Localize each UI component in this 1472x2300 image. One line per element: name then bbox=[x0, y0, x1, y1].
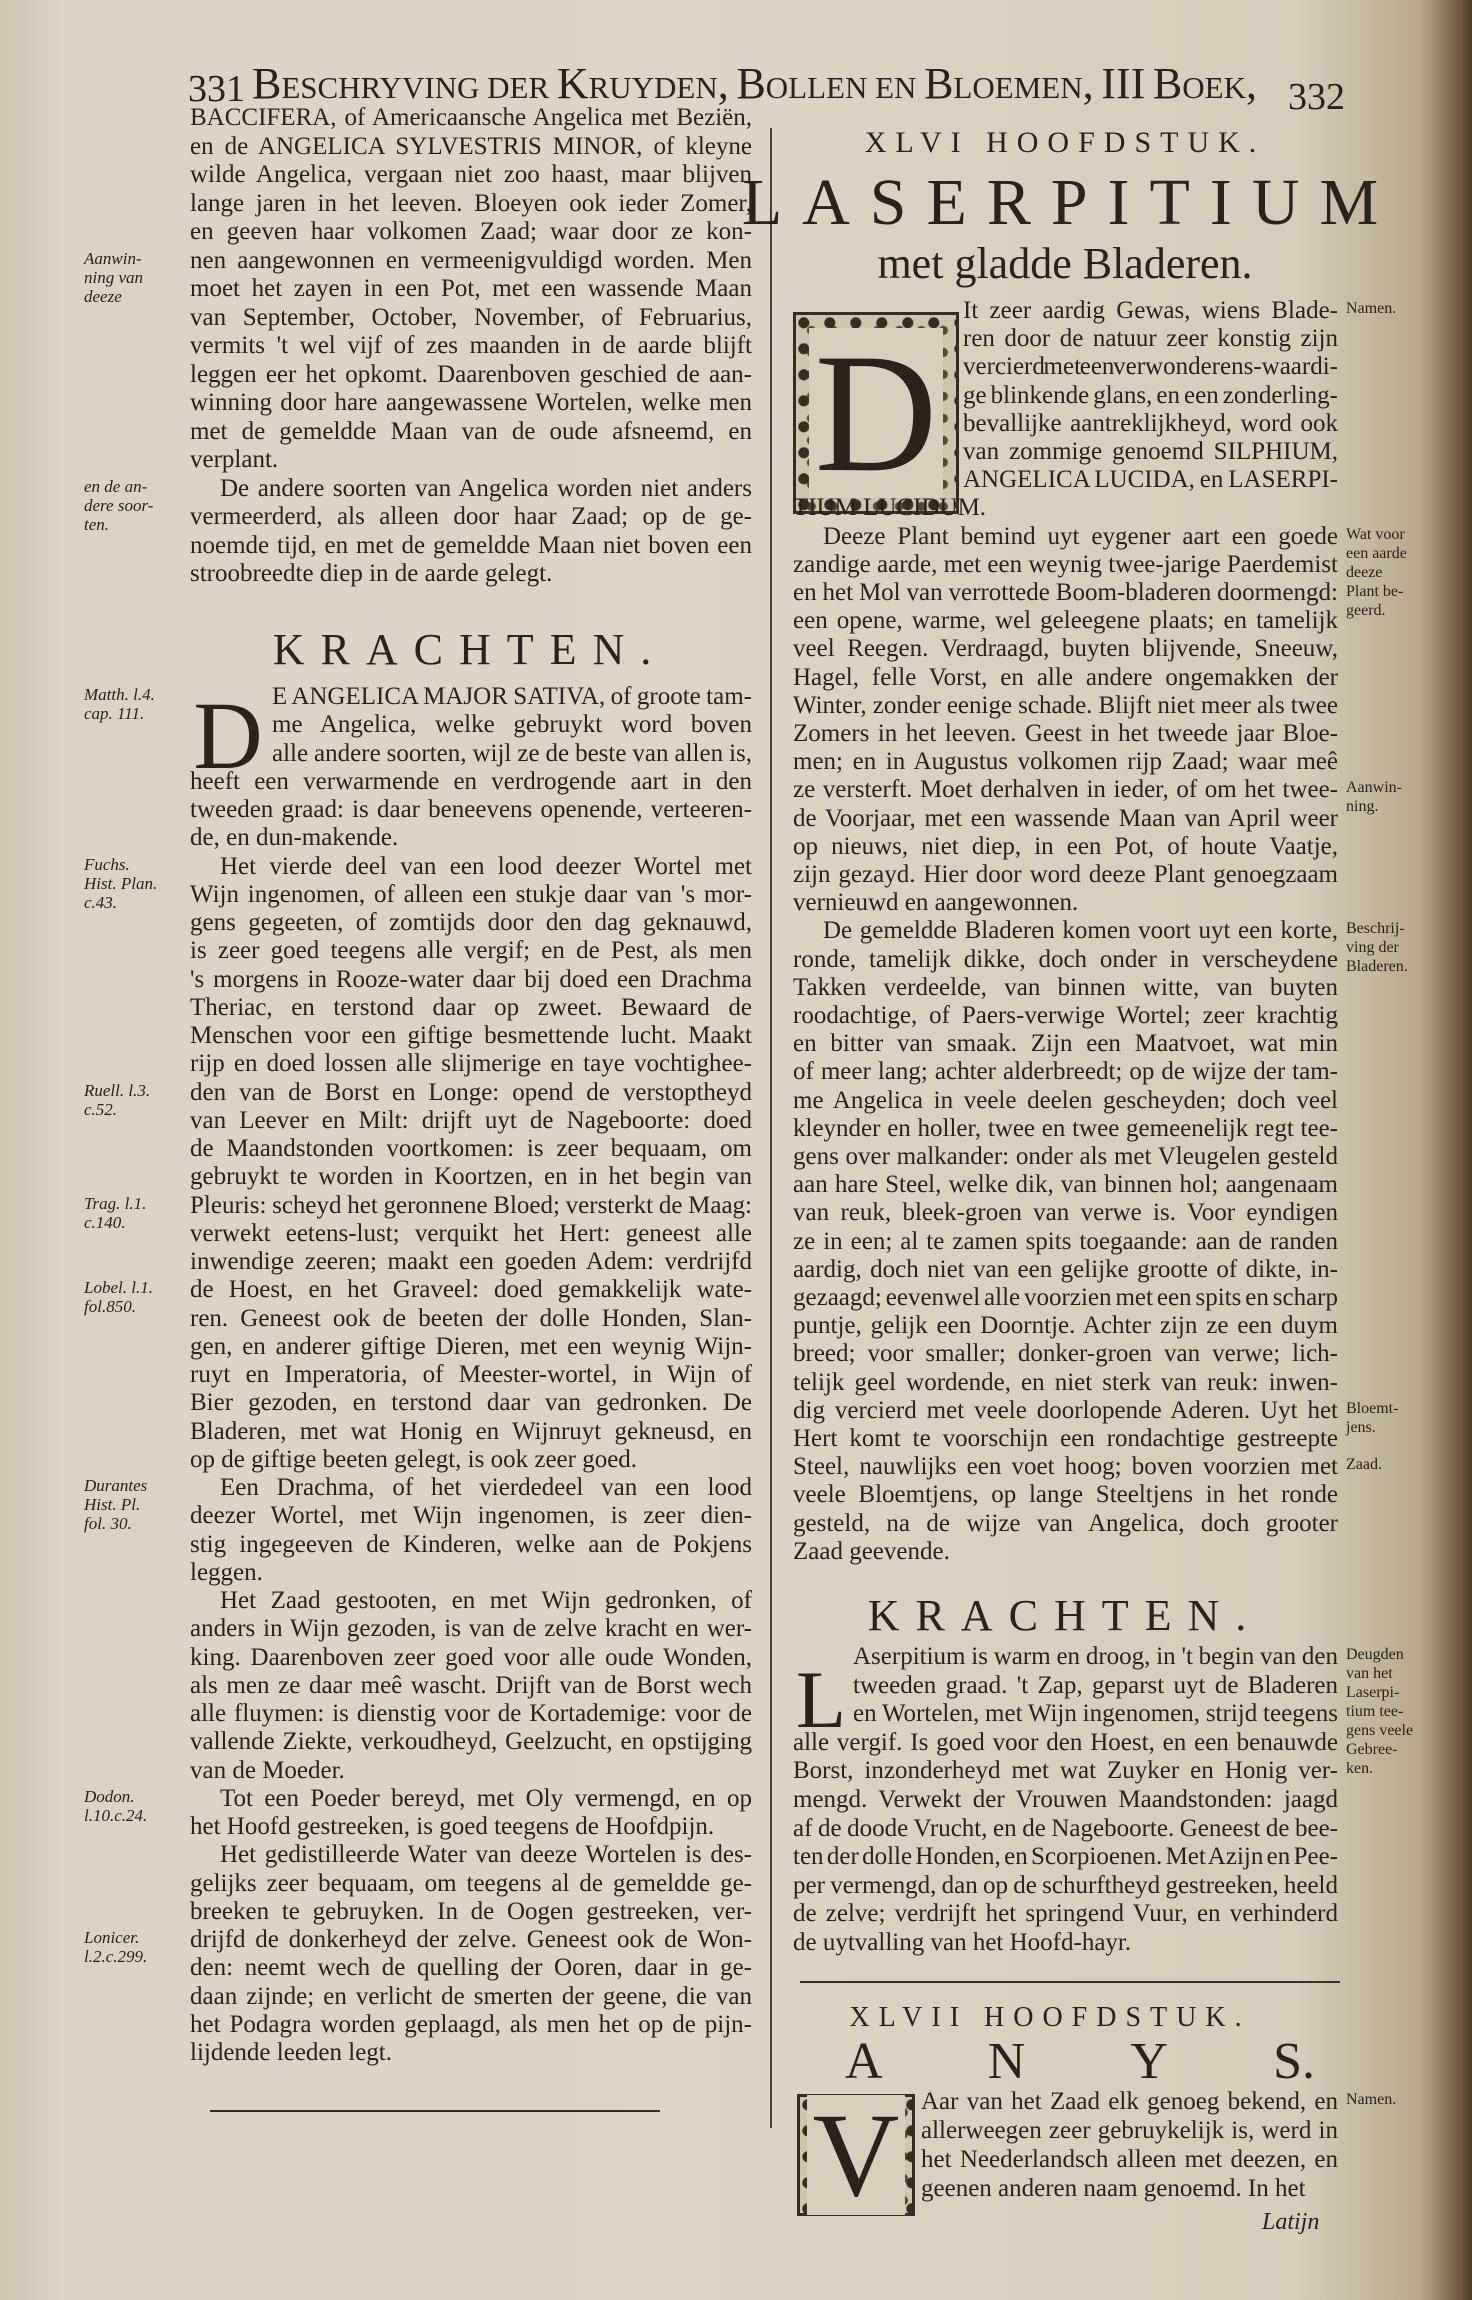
text-line: af de doode Vrucht, en de Nageboorte. Geneest de bee- bbox=[793, 1814, 1338, 1842]
text-line: inwendige zeeren; maakt een goeden Adem: verdrijfd bbox=[190, 1248, 752, 1275]
margin-note-line: deeze bbox=[1346, 563, 1383, 581]
text-line: en het Mol van verrottede Boom-bladeren doormengd: bbox=[793, 579, 1338, 606]
text-line: moet het zayen in een Pot, met een wassende Maan bbox=[190, 275, 752, 302]
text-line: den: neemt wech de quelling der Ooren, daar in ge- bbox=[190, 1954, 752, 1982]
text-line: me Angelica in veele deelen gescheyden; doch veel bbox=[793, 1086, 1338, 1114]
text-line: ruyt en Imperatoria, of Meester-wortel, in Wijn of bbox=[190, 1361, 752, 1388]
text-line: Aserpitium is warm en droog, in 't begin van den bbox=[853, 1643, 1338, 1670]
text-line: leggen eer het opkomt. Daarenboven geschied de aan- bbox=[190, 360, 752, 388]
text-line: verwekt eetens-lust; verquikt het Hert: geneest alle bbox=[190, 1219, 752, 1247]
margin-note-line: Ruell. l.3. bbox=[84, 1080, 151, 1100]
text-line: verplant. bbox=[190, 446, 279, 473]
text-line: Het gedistilleerde Water van deeze Wortelen is des- bbox=[220, 1841, 752, 1869]
chapter-heading-47: XLVII HOOFDSTUK. bbox=[849, 2002, 1251, 2033]
text-line: Bier gezoden, en terstond daar van gedronken. De bbox=[190, 1389, 752, 1417]
title-letter: A bbox=[845, 2033, 883, 2090]
text-line: Wijn ingenomen, of alleen een stukje daar van 's mor- bbox=[190, 880, 752, 908]
margin-note bbox=[84, 1278, 153, 1316]
margin-note-line: een aarde bbox=[1346, 544, 1407, 562]
text-line: gezaagd; eevenwel alle voorzien met een spits en scharp bbox=[793, 1284, 1338, 1311]
column-divider bbox=[770, 128, 772, 2128]
margin-note-line: van het bbox=[1346, 1665, 1393, 1682]
text-line: lijdende leeden legt. bbox=[190, 2039, 393, 2066]
text-line: en geeven haar volkomen Zaad; waar door ze kon- bbox=[190, 218, 752, 245]
text-line: telijk geel wordende, en niet sterk van reuk: inwen- bbox=[793, 1368, 1338, 1396]
text-line: Hert komt te voorschijn een rondachtige gestreepte bbox=[793, 1425, 1338, 1452]
margin-note-line: Trag. l.1. bbox=[84, 1193, 147, 1213]
text-line: bevallijke aantreklijkheyd, word ook bbox=[963, 409, 1338, 437]
text-line: veel Reegen. Verdraagd, buyten blijvende, Sneeuw, bbox=[793, 635, 1338, 663]
page-number-right: 332 bbox=[1288, 76, 1345, 118]
text-line: Het Zaad gestooten, en met Wijn gedronken, of bbox=[220, 1587, 752, 1614]
text-line: op nieuws, niet diep, in een Pot, of houte Vaatje, bbox=[793, 832, 1338, 860]
margin-note-line: Wat voor bbox=[1346, 525, 1405, 543]
title-letter: N bbox=[987, 2033, 1026, 2090]
title-letter: S. bbox=[1273, 2033, 1315, 2090]
text-line: nen aangewonnen en vermeenigvuldigd worden. Men bbox=[190, 246, 752, 274]
text-line: Een Drachma, of het vierdedeel van een lood bbox=[220, 1474, 752, 1501]
text-line: dig vercierd met veele doorlopende Aderen. Uyt het bbox=[793, 1396, 1338, 1424]
text-line: Deeze Plant bemind uyt eygener aart een goede bbox=[823, 522, 1338, 550]
text-line: van reuk, bleek-groen van verwe is. Voor eyndigen bbox=[793, 1199, 1338, 1227]
margin-note-line: l.10.c.24. bbox=[84, 1805, 148, 1825]
text-line: vercierd met een verwonderens-waardi- bbox=[963, 353, 1338, 381]
text-line: gens over malkander: onder als met Vleugelen gesteld bbox=[793, 1143, 1338, 1170]
title-letter: Y bbox=[1130, 2033, 1168, 2090]
chapter-subtitle: met gladde Bladeren. bbox=[877, 239, 1253, 288]
text-line: het Podagra worden geplaagd, als men het op de pijn- bbox=[190, 2010, 752, 2038]
section-rule bbox=[210, 2110, 660, 2112]
text-line: van zommige genoemd SILPHIUM, bbox=[963, 438, 1338, 465]
text-line: het Neederlandsch alleen met deezen, en bbox=[921, 2146, 1338, 2173]
text-line: Theriac, en terstond daar op zweet. Bewaard de bbox=[190, 993, 752, 1021]
margin-note-line: fol. 30. bbox=[84, 1514, 132, 1533]
text-line: de, en dun-makende. bbox=[190, 824, 399, 852]
text-line: daan zijnde; en verlicht de smerten der geene, die van bbox=[190, 1982, 752, 2010]
text-line: puntje, gelijk een Doorntje. Achter zijn ze een duym bbox=[793, 1312, 1338, 1340]
text-line: het Hoofd gestreeken, is goed teegens de Hoofdpijn. bbox=[190, 1813, 715, 1840]
margin-note-line: cap. 111. bbox=[84, 704, 145, 723]
text-line: Hagel, felle Vorst, en alle andere ongemakken der bbox=[793, 663, 1338, 691]
text-line: De andere soorten van Angelica worden niet anders bbox=[220, 474, 752, 502]
margin-note-line: Durantes bbox=[84, 1476, 148, 1495]
margin-note bbox=[1346, 919, 1408, 976]
text-line: heeft een verwarmende en verdrogende aart in den bbox=[190, 767, 752, 795]
text-line: van de Moeder. bbox=[190, 1756, 345, 1784]
margin-note-line: Plant be- bbox=[1346, 582, 1404, 600]
margin-note-line: dere soor- bbox=[84, 495, 154, 515]
text-line: vernieuwd en aangewonnen. bbox=[793, 889, 1079, 917]
margin-note-line: Dodon. bbox=[84, 1786, 135, 1806]
text-line: gens gegeeten, of zomtijds door den dag geknauwd, bbox=[190, 909, 752, 936]
margin-note-line: Namen. bbox=[1346, 300, 1397, 317]
margin-note-line: Aanwin- bbox=[84, 248, 142, 268]
text-line: den van de Borst en Longe: opend de verstoptheyd bbox=[190, 1078, 752, 1106]
margin-note-line: ning van bbox=[84, 267, 144, 287]
text-line: een opene, warme, wel geleegene plaats; en tamelijk bbox=[793, 607, 1338, 635]
margin-note-line: l.2.c.299. bbox=[84, 1947, 148, 1966]
text-line: Zomers in het leeven. Geest in het tweede jaar Bloe- bbox=[793, 720, 1338, 747]
margin-note-line: gens veele bbox=[1346, 1722, 1414, 1739]
text-line: king. Daarenboven zeer goed voor alle oude Wonden, bbox=[190, 1643, 752, 1671]
margin-note-line: Hist. Pl. bbox=[84, 1495, 141, 1514]
text-line: Borst, inzonderheyd met wat Zuyker en Honig ver- bbox=[793, 1757, 1338, 1785]
text-line: gesteld, na de wijze van Angelica, doch grooter bbox=[793, 1509, 1338, 1537]
margin-note-line: c.43. bbox=[84, 892, 118, 912]
margin-note-line: c.52. bbox=[84, 1099, 118, 1119]
margin-note bbox=[84, 1787, 147, 1825]
margin-note-line: fol.850. bbox=[84, 1297, 136, 1317]
margin-note-line: Fuchs. bbox=[84, 854, 130, 874]
chapter-heading-46: XLVI HOOFDSTUK. bbox=[864, 126, 1266, 159]
text-line: vermits 't wel vijf of zes maanden in de aarde blijft bbox=[190, 332, 752, 359]
text-line: Takken verdeelde, van binnen witte, van buyten bbox=[793, 973, 1338, 1001]
margin-note-line: ning. bbox=[1346, 798, 1379, 816]
text-line: de Voorjaar, met een wassende Maan van April weer bbox=[793, 804, 1338, 832]
text-line: aardig, doch niet van een gelijke grootte of dikte, in- bbox=[793, 1255, 1338, 1283]
text-line: met de gemeldde Maan van de oude afsneemd, en bbox=[190, 417, 752, 445]
text-line: winning door hare aangewassene Wortelen, welke men bbox=[190, 389, 752, 416]
margin-note-line: ving der bbox=[1346, 939, 1399, 957]
margin-note-line: Lonicer. bbox=[84, 1928, 140, 1947]
text-line: de Maandstonden voortkomen: is zeer bequaam, om bbox=[190, 1135, 752, 1162]
drop-cap-d: D bbox=[193, 682, 263, 789]
margin-note-line: Bladeren. bbox=[1346, 958, 1408, 976]
chapter-title-laserpitium: LASERPITIUM bbox=[741, 166, 1399, 239]
margin-note bbox=[1346, 2090, 1396, 2109]
text-line: me Angelica, welke gebruykt word boven bbox=[272, 711, 752, 739]
text-line: tweeden graad. 't Zap, geparst uyt de Bladeren bbox=[853, 1671, 1338, 1699]
margin-note bbox=[84, 1476, 147, 1533]
ornate-drop-cap-d bbox=[793, 312, 959, 514]
ornate-drop-cap-v bbox=[797, 2088, 915, 2221]
catchword: Latijn bbox=[1262, 2209, 1320, 2235]
margin-note-line: geerd. bbox=[1346, 601, 1386, 619]
text-line: geenen anderen naam genoemd. In het bbox=[921, 2175, 1306, 2202]
text-line: van Leever en Milt: drijft uyt de Nageboorte: doed bbox=[190, 1106, 752, 1134]
text-line: zandige aarde, met een weynig twee-jarige Paerdemist bbox=[793, 550, 1338, 578]
text-line: gebruykt te worden in Koortzen, en in het begin van bbox=[190, 1163, 752, 1191]
text-line: ronde, tamelijk dikke, doch onder in verscheydene bbox=[793, 945, 1338, 973]
text-line: E ANGELICA MAJOR SATIVA, of groote tam- bbox=[272, 683, 752, 710]
text-line: en bitter van smaak. Zijn een Maatvoet, wat min bbox=[793, 1030, 1338, 1058]
text-line: roodachtige, of Paers-verwige Wortel; zeer krachtig bbox=[793, 1002, 1338, 1029]
margin-note-line: Deugden bbox=[1346, 1646, 1404, 1663]
margin-note bbox=[84, 477, 153, 534]
krachten-heading-left: KRACHTEN. bbox=[272, 625, 668, 674]
margin-note-line: Laserpi- bbox=[1346, 1684, 1400, 1701]
margin-note-line: en de an- bbox=[84, 476, 148, 496]
text-line: breeken te gebruyken. In de Oogen gestreeken, ver- bbox=[190, 1897, 752, 1925]
text-line: stig ingegeeven de Kinderen, welke aan de Pokjens bbox=[190, 1530, 752, 1558]
margin-note bbox=[1346, 525, 1407, 620]
text-line: Winter, zonder eenige schade. Blijft niet meer als twee bbox=[793, 691, 1338, 719]
text-line: op de giftige beeten gelegt, is ook zeer goed. bbox=[190, 1445, 638, 1473]
margin-note-line: Beschrij- bbox=[1346, 920, 1405, 938]
text-line: zijn gezayd. Hier door word deeze Plant genoegzaam bbox=[793, 861, 1338, 888]
text-line: de Hoest, en het Graveel: doed gemakkelijk wate- bbox=[190, 1276, 752, 1304]
margin-note-line: Lobel. l.1. bbox=[84, 1278, 153, 1298]
text-line: Het vierde deel van een lood deezer Wortel met bbox=[220, 852, 752, 880]
text-line: is zeer goed teegens alle vergif; en de Pest, als men bbox=[190, 937, 752, 965]
margin-note-line: c.140. bbox=[84, 1212, 126, 1232]
text-line: alle andere soorten, wijl ze de beste van allen is, bbox=[272, 739, 752, 767]
text-line: per vermengd, dan op de schurftheyd gestreeken, heeld bbox=[793, 1871, 1338, 1899]
margin-note bbox=[1346, 1399, 1398, 1437]
text-line: vallende Ziekte, verkoudheyd, Geelzucht, en opstijging bbox=[190, 1728, 752, 1756]
text-line: ge blinkende glans, en een zonderling- bbox=[963, 381, 1338, 409]
text-line: Tot een Poeder bereyd, met Oly vermengd, en op bbox=[220, 1784, 752, 1812]
text-line: breed; voor smaller; donker-groen van verwe; lich- bbox=[793, 1340, 1338, 1368]
text-line: leggen. bbox=[190, 1558, 263, 1586]
text-line: de uytvalling van het Hoofd-hayr. bbox=[793, 1929, 1132, 1956]
text-line: vermeerderd, als alleen door haar Zaad; op de ge- bbox=[190, 503, 752, 530]
text-line: ze in een; al te zamen spits toegaande: aan de randen bbox=[793, 1227, 1338, 1255]
margin-note-line: tium tee- bbox=[1346, 1703, 1404, 1720]
text-line: deezer Wortel, met Wijn ingenomen, is zeer dien- bbox=[190, 1502, 752, 1530]
text-line: van September, October, November, of Februarius, bbox=[190, 303, 752, 331]
margin-note-line: Matth. l.4. bbox=[84, 685, 155, 704]
text-line: mengd. Verwekt der Vrouwen Maandstonden: jaagd bbox=[793, 1786, 1338, 1813]
drop-cap-letter: V bbox=[807, 2095, 906, 2215]
text-line: stroobreedte diep in de aarde gelegt. bbox=[190, 560, 553, 587]
margin-note-line: jens. bbox=[1346, 1418, 1376, 1436]
text-line: It zeer aardig Gewas, wiens Blade- bbox=[963, 297, 1338, 324]
text-line: of meer lang; achter alderbreedt; op de wijze der tam- bbox=[793, 1058, 1338, 1086]
margin-note bbox=[84, 685, 155, 723]
text-line: Zaad geevende. bbox=[793, 1537, 950, 1565]
drop-cap-letter: D bbox=[809, 328, 944, 498]
text-line: Steel, nauwlijks een voet hoog; boven voorzien met bbox=[793, 1453, 1338, 1481]
text-line: BACCIFERA, of Americaansche Angelica met Beziën, bbox=[190, 104, 752, 131]
running-title: Beschryving der Kruyden, Bollen en Bloemen, III Boek, bbox=[252, 59, 1257, 108]
margin-note bbox=[1346, 299, 1396, 318]
text-line: en de ANGELICA SYLVESTRIS MINOR, of kleyne bbox=[190, 132, 752, 160]
text-line: alle vergif. Is goed voor den Hoest, en een benauwde bbox=[793, 1728, 1338, 1756]
text-line: drijfd de donkerheyd der zelve. Geneest ook de Won- bbox=[190, 1926, 752, 1953]
text-line: Aar van het Zaad elk genoeg bekend, en bbox=[921, 2088, 1338, 2115]
text-line: TIUM LUCIDUM. bbox=[793, 494, 987, 522]
text-line: allerweegen zeer gebruykelijk is, werd in bbox=[921, 2117, 1338, 2144]
text-line: Bladeren, met wat Honig en Wijnruyt gekneusd, en bbox=[190, 1417, 752, 1445]
page-number-left: 331 bbox=[188, 68, 245, 110]
text-line: noemde tijd, en met de gemeldde Maan niet boven een bbox=[190, 531, 752, 559]
text-line: veele Bloemtjens, op lange Steeltjens in het ronde bbox=[793, 1481, 1338, 1509]
margin-note-line: deeze bbox=[84, 286, 122, 306]
margin-note bbox=[84, 249, 143, 306]
text-line: aan hare Steel, welke dik, van binnen hol; aangenaam bbox=[793, 1171, 1338, 1199]
margin-note-line: ten. bbox=[84, 514, 110, 534]
text-line: lange jaren in het leeven. Bloeyen ook ieder Zomer, bbox=[190, 189, 752, 217]
text-line: alle fluymen: is dienstig voor de Kortademige: voor de bbox=[190, 1700, 752, 1727]
krachten-heading-right: KRACHTEN. bbox=[867, 1591, 1263, 1640]
margin-note-line: Gebree- bbox=[1346, 1741, 1398, 1758]
text-line: en Wortelen, met Wijn ingenomen, strijd teegens bbox=[853, 1700, 1338, 1728]
margin-note bbox=[1346, 1645, 1413, 1778]
drop-cap-l: L bbox=[795, 1654, 847, 1745]
text-line: als men ze daar meê wascht. Drijft van de Borst wech bbox=[190, 1671, 752, 1699]
text-line: ze versterft. Moet derhalven in ieder, of om het twee- bbox=[793, 776, 1338, 804]
text-line: ANGELICA LUCIDA, en LASERPI- bbox=[963, 466, 1338, 494]
margin-note-line: Hist. Plan. bbox=[84, 873, 158, 893]
text-line: wilde Angelica, vergaan niet zoo haast, maar blijven bbox=[190, 161, 752, 188]
margin-note-line: ken. bbox=[1346, 1760, 1374, 1777]
margin-note bbox=[1346, 1455, 1382, 1474]
text-line: De gemeldde Bladeren komen voort uyt een korte, bbox=[823, 917, 1338, 945]
text-line: kleynder en holler, twee en twee gemeenelijk regt tee- bbox=[793, 1114, 1338, 1142]
text-line: ren door de natuur zeer konstig zijn bbox=[963, 325, 1338, 353]
text-line: de zelve; verdrijft het springend Vuur, en verhinderd bbox=[793, 1900, 1338, 1928]
margin-note-line: Bloemt- bbox=[1346, 1399, 1399, 1417]
text-line: Pleuris: scheyd het geronnene Bloed; versterkt de Maag: bbox=[190, 1191, 752, 1219]
text-line: gelijks zeer bequaam, om teegens al de gemeldde ge- bbox=[190, 1869, 752, 1897]
text-line: men; en in Augustus volkomen rijp Zaad; waar meê bbox=[793, 748, 1338, 776]
section-rule bbox=[800, 1981, 1340, 1983]
margin-note-line: Aanwin- bbox=[1346, 779, 1402, 797]
margin-note-line: Namen. bbox=[1346, 2091, 1397, 2108]
text-line: ten der dolle Honden, en Scorpioenen. Met Azijn en Pee- bbox=[793, 1843, 1338, 1871]
text-line: anders in Wijn gezoden, is van de zelve kracht en wer- bbox=[190, 1615, 752, 1643]
margin-note bbox=[84, 1928, 147, 1966]
margin-note bbox=[1346, 778, 1402, 816]
text-line: 's morgens in Rooze-water daar bij doed een Drachma bbox=[190, 965, 752, 993]
text-line: Menschen voor een giftige besmettende lucht. Maakt bbox=[190, 1022, 752, 1049]
margin-note-line: Zaad. bbox=[1346, 1456, 1382, 1474]
margin-note bbox=[84, 1194, 146, 1232]
text-line: tweeden graad: is daar beneevens openende, verteeren- bbox=[190, 796, 752, 823]
text-line: rijp en doed lossen alle slijmerige en taye vochtighee- bbox=[190, 1050, 752, 1078]
text-line: gen, en anderer giftige Dieren, met een weynig Wijn- bbox=[190, 1332, 752, 1360]
margin-note bbox=[84, 855, 157, 912]
text-line: ren. Geneest ook de beeten der dolle Honden, Slan- bbox=[190, 1304, 752, 1332]
margin-note bbox=[84, 1081, 150, 1119]
chapter-title-anys bbox=[845, 2033, 1315, 2090]
